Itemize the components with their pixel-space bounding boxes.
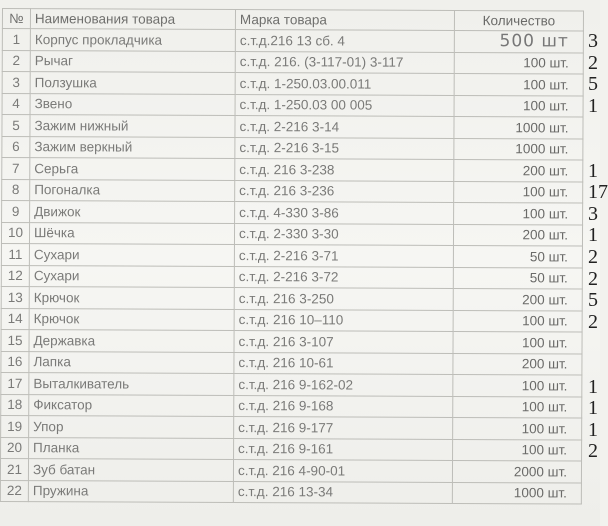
product-name: Планка [29, 437, 234, 459]
table-row [2, 50, 583, 74]
row-number: 3 [2, 72, 30, 94]
row-number: 16 [1, 351, 29, 373]
product-quantity: 100 шт. [453, 396, 582, 418]
handwritten-edge-digit: 1 [588, 159, 598, 182]
product-name: Движок [30, 201, 235, 223]
product-quantity: 100 шт. [454, 95, 583, 117]
product-name: Сухари [29, 244, 234, 266]
table-row [1, 437, 582, 461]
table-row [1, 265, 582, 289]
row-number: 8 [2, 179, 30, 201]
product-mark: с.т.д. 2-216 3-72 [234, 266, 453, 288]
table-row [2, 115, 583, 139]
handwritten-edge-digit: 3 [588, 30, 598, 52]
product-mark: с.т.д. 216 3-250 [234, 288, 453, 310]
row-number: 4 [2, 93, 30, 115]
table-row [1, 243, 582, 267]
product-quantity: 200 шт. [453, 288, 582, 310]
product-mark: с.т.д. 2-216 3-14 [235, 116, 454, 138]
table-row [1, 222, 582, 246]
product-name: Рычаг [30, 50, 235, 72]
table-row [2, 136, 583, 160]
row-number: 1 [2, 29, 30, 51]
product-name: Выталкиватель [29, 373, 234, 395]
product-name: Погоналка [30, 179, 235, 201]
product-mark: с.т.д. 1-250.03 00 005 [235, 94, 454, 116]
product-mark: с.т.д. 216 3-236 [235, 180, 454, 202]
product-mark: с.т.д. 216 9-168 [234, 395, 453, 417]
handwritten-edge-digit: 5 [588, 73, 598, 96]
product-quantity: 100 шт. [453, 310, 582, 332]
product-quantity: 100 шт. [454, 52, 583, 74]
product-name: Корпус прокладчика [30, 29, 235, 51]
row-number: 17 [1, 372, 29, 394]
product-quantity: 100 шт. [453, 331, 582, 353]
goods-table [0, 8, 584, 505]
handwritten-edge-digit: 1 [588, 375, 598, 398]
product-name: Крючок [29, 287, 234, 309]
product-mark: с.т.д. 4-330 3-86 [235, 202, 454, 224]
product-quantity: 100 шт. [454, 202, 583, 224]
table-row [1, 286, 582, 310]
product-quantity: 1000 шт. [452, 482, 581, 504]
row-number: 12 [1, 265, 29, 287]
product-quantity: 2000 шт. [452, 460, 581, 482]
table-row [2, 29, 583, 53]
header-number: № [2, 9, 30, 29]
table-row [0, 458, 581, 482]
product-quantity: 1000 шт. [454, 138, 583, 160]
row-number: 14 [1, 308, 29, 330]
product-name: Звено [30, 93, 235, 115]
product-name: Державка [29, 330, 234, 352]
table-header-row [2, 9, 583, 32]
table-row [1, 372, 582, 396]
row-number: 7 [2, 158, 30, 180]
product-mark: с.т.д. 2-330 3-30 [234, 223, 453, 245]
product-mark: с.т.д. 216 9-161 [234, 438, 453, 460]
handwritten-edge-digit: 1 [588, 397, 598, 420]
product-name: Сухари [29, 265, 234, 287]
row-number: 21 [0, 458, 28, 480]
table-row [1, 415, 582, 439]
handwritten-edge-digit: 2 [588, 51, 598, 74]
product-mark: с.т.д. 216 13-34 [233, 481, 452, 503]
product-name: Шёчка [29, 222, 234, 244]
row-number: 9 [2, 201, 30, 223]
product-name: Зуб батан [28, 459, 233, 481]
header-mark: Марка товара [235, 10, 454, 31]
product-name: Фиксатор [29, 394, 234, 416]
row-number: 20 [1, 437, 29, 459]
handwritten-edge-digit: 5 [588, 289, 598, 312]
product-mark: с.т.д. 216. (3-117-01) 3-117 [235, 51, 454, 73]
handwritten-edge-digit: 1 [588, 224, 598, 247]
table-row [1, 394, 582, 418]
product-name: Зажим веркный [30, 136, 235, 158]
table-row [1, 351, 582, 375]
row-number: 6 [2, 136, 30, 158]
handwritten-edge-digit: 1 [588, 94, 598, 117]
table-row [1, 329, 582, 353]
table-row [2, 201, 583, 225]
product-quantity: 50 шт. [453, 267, 582, 289]
table-row [2, 179, 583, 203]
row-number: 13 [1, 286, 29, 308]
table-row [0, 480, 581, 504]
row-number: 22 [0, 480, 28, 502]
product-mark: с.т.д. 216 10-61 [234, 352, 453, 374]
product-quantity: 1000 шт. [454, 116, 583, 138]
product-quantity: 100 шт. [454, 73, 583, 95]
handwritten-edge-digit: 1 [588, 418, 598, 441]
header-quantity: Количество [454, 10, 583, 31]
row-number: 5 [2, 115, 30, 137]
product-quantity: 50 шт. [453, 245, 582, 267]
product-mark: с.т.д. 2-216 3-71 [234, 245, 453, 267]
handwritten-edge-digit: 17 [588, 181, 608, 204]
product-quantity: 200 шт. [454, 159, 583, 181]
product-name: Лапка [29, 351, 234, 373]
product-name: Ползушка [30, 72, 235, 94]
product-name: Упор [29, 416, 234, 438]
row-number: 2 [2, 50, 30, 72]
product-mark: с.т.д. 216 4-90-01 [233, 460, 452, 482]
handwritten-edge-digit: 2 [588, 440, 598, 463]
product-mark: с.т.д. 2-216 3-15 [235, 137, 454, 159]
product-mark: с.т.д. 216 10–110 [234, 309, 453, 331]
row-number: 15 [1, 329, 29, 351]
product-quantity: 100 шт. [453, 374, 582, 396]
header-name: Наименования товара [30, 9, 235, 30]
product-name: Зажим нижный [30, 115, 235, 137]
table-row [1, 308, 582, 332]
product-quantity: 200 шт. [453, 224, 582, 246]
table-row [2, 72, 583, 96]
table-row [2, 93, 583, 117]
product-quantity: 100 шт. [453, 417, 582, 439]
product-mark: с.т.д. 216 9-162-02 [234, 374, 453, 396]
row-number: 18 [1, 394, 29, 416]
handwritten-edge-digit: 2 [588, 267, 598, 290]
row-number: 10 [1, 222, 29, 244]
handwritten-edge-digit: 2 [588, 246, 598, 268]
product-mark: с.т.д.216 13 сб. 4 [235, 30, 454, 52]
handwritten-edge-digit: 2 [588, 310, 598, 333]
product-mark: с.т.д. 216 3-107 [234, 331, 453, 353]
row-number: 19 [1, 415, 29, 437]
product-quantity: 200 шт. [453, 353, 582, 375]
handwritten-edge-digit: 3 [588, 202, 598, 225]
table-row [2, 158, 583, 182]
row-number: 11 [1, 243, 29, 265]
product-name: Крючок [29, 308, 234, 330]
product-quantity: 500 шт [454, 30, 583, 52]
product-mark: с.т.д. 216 3-238 [235, 159, 454, 181]
product-name: Пружина [28, 480, 233, 502]
product-mark: с.т.д. 216 9-177 [234, 417, 453, 439]
product-quantity: 100 шт. [454, 181, 583, 203]
product-mark: с.т.д. 1-250.03.00.011 [235, 73, 454, 95]
product-quantity: 100 шт. [453, 439, 582, 461]
product-name: Серьга [30, 158, 235, 180]
